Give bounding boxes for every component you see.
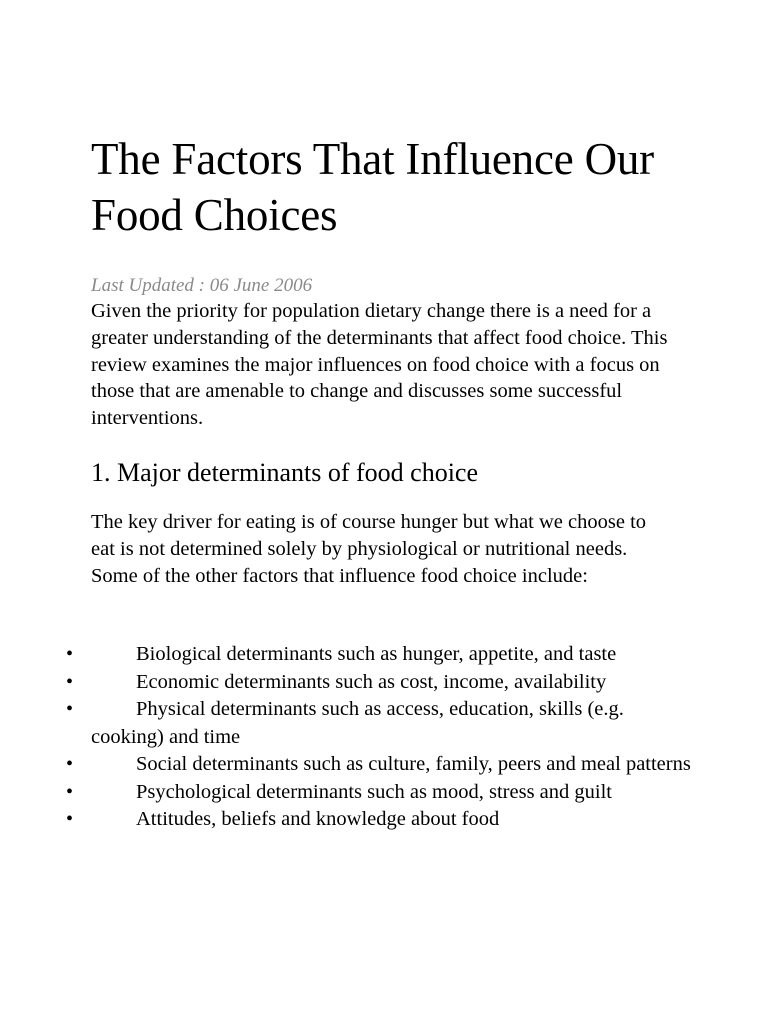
bullet-icon: • bbox=[66, 808, 74, 830]
list-item bbox=[0, 641, 691, 669]
last-updated-date: Last Updated : 06 June 2006 bbox=[91, 275, 313, 296]
section-heading: 1. Major determinants of food choice bbox=[91, 458, 478, 487]
list-item-text: Psychological determinants such as mood, stress and guilt bbox=[136, 780, 612, 803]
list-item-text: Physical determinants such as access, education, skills (e.g. cooking) and time bbox=[91, 698, 624, 748]
bullet-icon: • bbox=[66, 780, 74, 803]
list-item-text: Attitudes, beliefs and knowledge about food bbox=[136, 808, 500, 830]
list-item-text: Biological determinants such as hunger, appetite, and taste bbox=[136, 643, 617, 665]
bullet-icon: • bbox=[66, 643, 74, 665]
intro-paragraph: Given the priority for population dietary change there is a need for a greater understanding of the determinants that affect food choice. This review examines the major influences on food choice with a focus on those that are amenable to change and discusses some successful interventions. bbox=[91, 300, 668, 430]
list-item-text: Social determinants such as culture, family, peers and meal patterns bbox=[136, 753, 691, 775]
list-item bbox=[0, 669, 691, 697]
list-item bbox=[0, 779, 691, 807]
determinants-list bbox=[0, 641, 768, 834]
bullet-icon: • bbox=[66, 753, 74, 775]
bullet-icon: • bbox=[66, 698, 74, 720]
list-item-text: Economic determinants such as cost, income, availability bbox=[136, 670, 607, 693]
section-paragraph: The key driver for eating is of course hunger but what we choose to eat is not determined solely by physiological or nutritional needs. Some of the other factors that influence food choice include: bbox=[91, 511, 647, 587]
list-item bbox=[0, 696, 691, 751]
page-title: The Factors That Influence Our Food Choices bbox=[91, 134, 654, 240]
list-item bbox=[0, 806, 691, 834]
bullet-icon: • bbox=[66, 670, 74, 693]
list-item bbox=[0, 751, 691, 779]
